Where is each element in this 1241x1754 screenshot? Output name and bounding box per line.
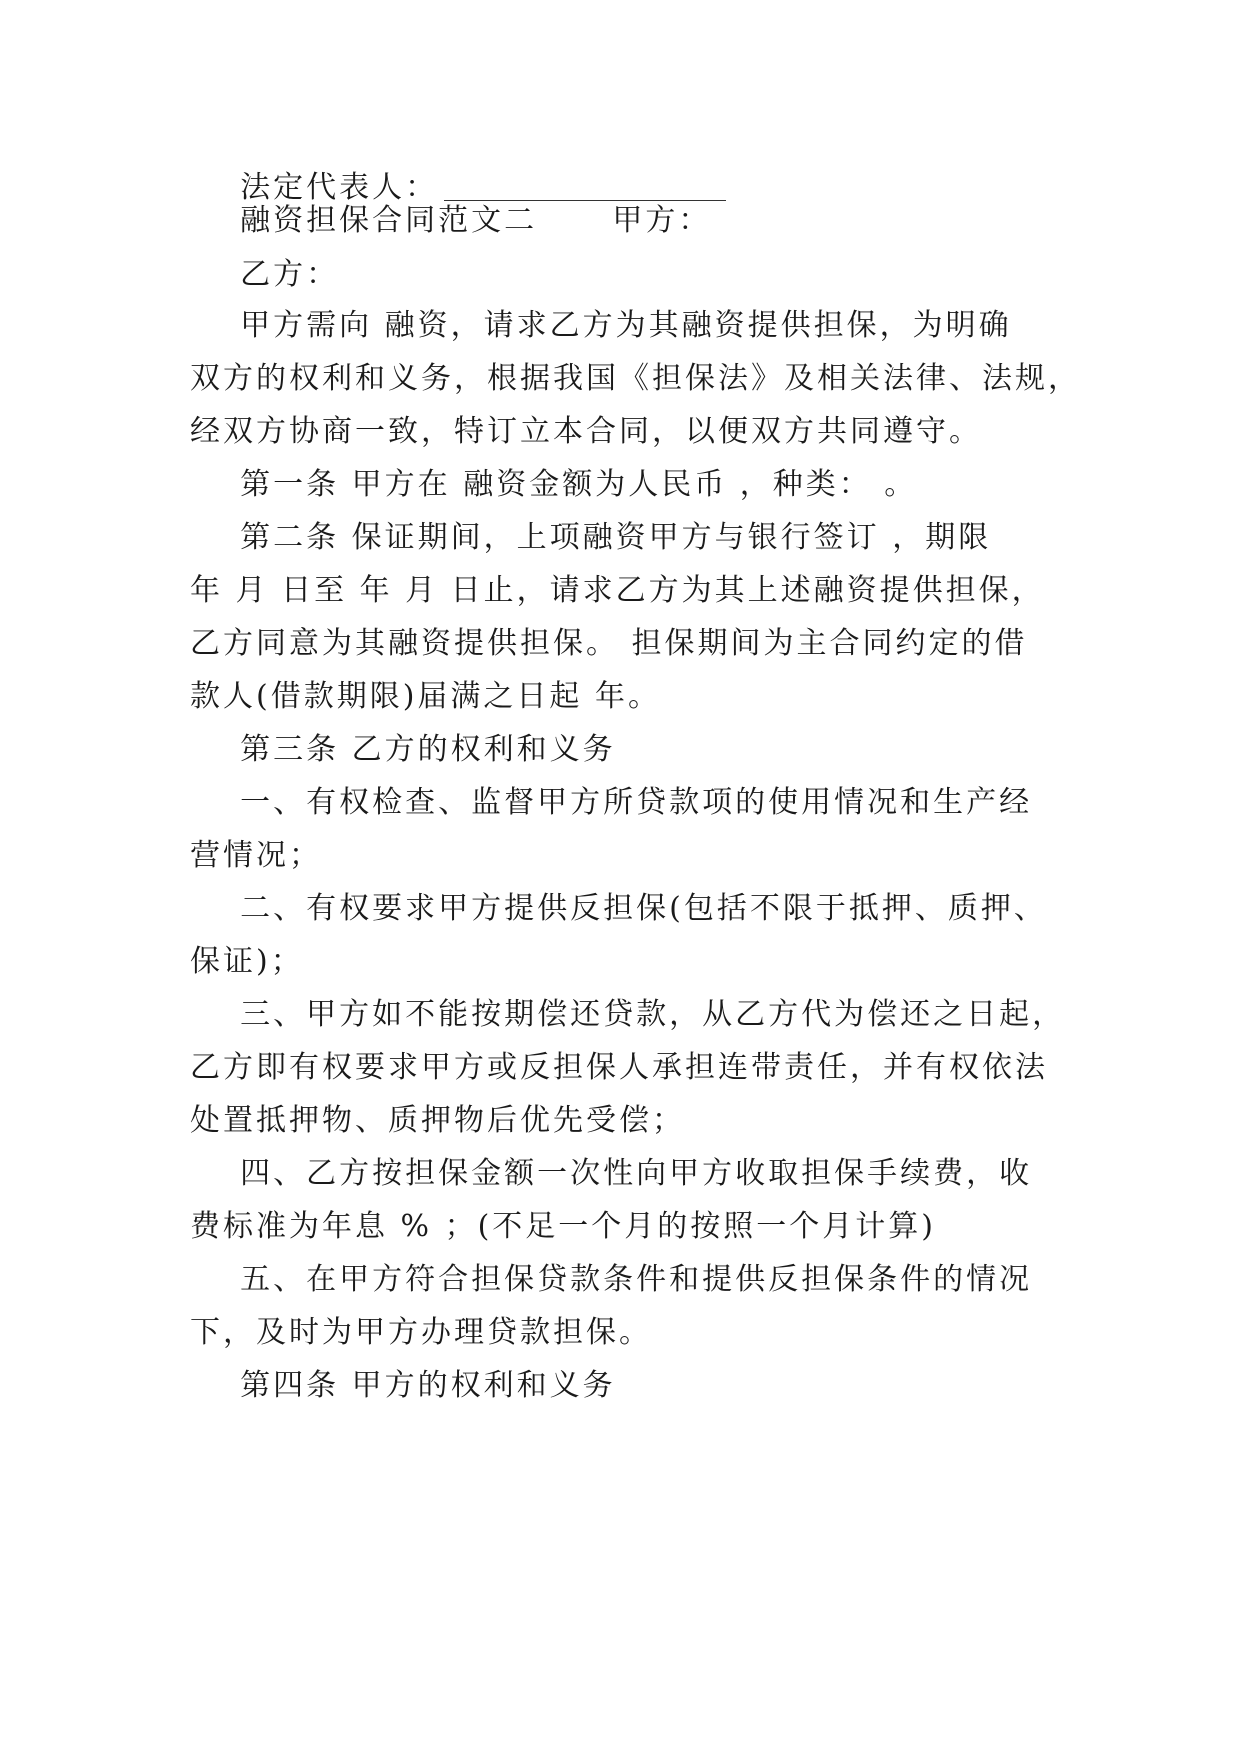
text-line: 乙方：	[190, 257, 340, 292]
text-line: 经双方协商一致，特订立本合同，以便双方共同遵守。	[190, 414, 982, 449]
legal-rep-blank	[444, 172, 726, 201]
text-line: 融资担保合同范文二 甲方：	[190, 203, 712, 238]
text-line: 保证)；	[190, 944, 304, 979]
text-line: 费标准为年息 % ；(不足一个月的按照一个月计算)	[190, 1209, 936, 1244]
text-line: 第二条 保证期间，上项融资甲方与银行签订 ，期限	[190, 520, 992, 555]
text-line: 下，及时为甲方办理贷款担保。	[190, 1315, 652, 1350]
text-line: 第三条 乙方的权利和义务	[190, 732, 616, 767]
text-line: 第四条 甲方的权利和义务	[190, 1368, 616, 1403]
text-line: 五、在甲方符合担保贷款条件和提供反担保条件的情况	[190, 1262, 1033, 1297]
text-line: 一、有权检查、监督甲方所贷款项的使用情况和生产经	[190, 785, 1033, 820]
text-line: 款人(借款期限)届满之日起 年。	[190, 679, 661, 714]
text-line: 二、有权要求甲方提供反担保(包括不限于抵押、质押、	[190, 891, 1047, 926]
text-line: 营情况；	[190, 838, 322, 873]
text-line: 双方的权利和义务，根据我国《担保法》及相关法律、法规，	[190, 361, 1081, 396]
text-line: 乙方同意为其融资提供担保。 担保期间为主合同约定的借	[190, 626, 1028, 661]
text-line: 三、甲方如不能按期偿还贷款，从乙方代为偿还之日起，	[190, 997, 1066, 1032]
legal-rep-label: 法定代表人：	[190, 170, 439, 205]
text-line: 处置抵押物、质押物后优先受偿；	[190, 1103, 685, 1138]
text-line: 年 月 日至 年 月 日止，请求乙方为其上述融资提供担保，	[190, 573, 1045, 608]
text-line: 第一条 甲方在 融资金额为人民币 ，种类： 。	[190, 467, 918, 502]
text-line: 乙方即有权要求甲方或反担保人承担连带责任，并有权依法	[190, 1050, 1048, 1085]
text-line: 四、乙方按担保金额一次性向甲方收取担保手续费，收	[190, 1156, 1033, 1191]
text-line: 甲方需向 融资，请求乙方为其融资提供担保，为明确	[190, 308, 1012, 343]
